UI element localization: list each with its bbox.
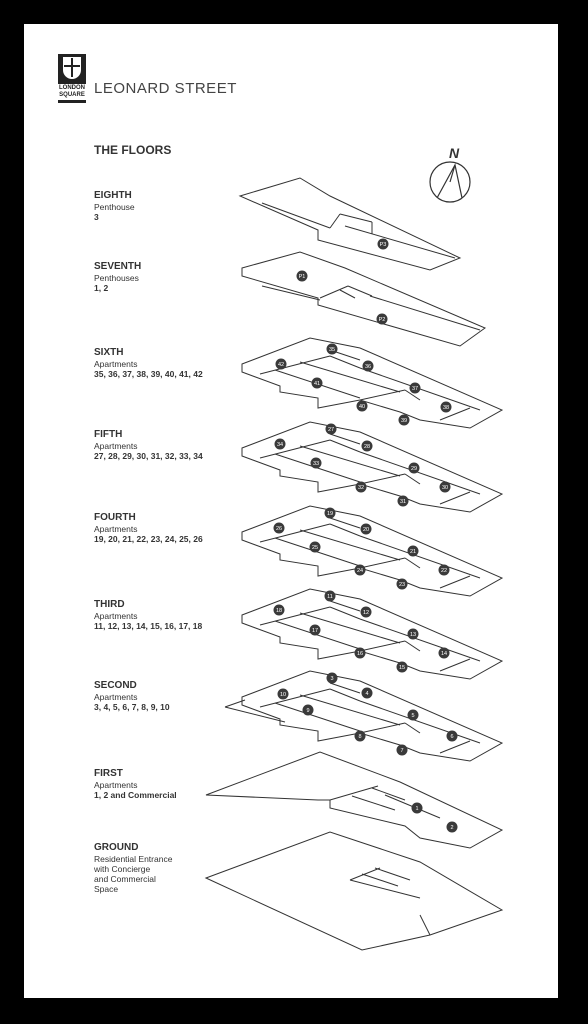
floor-units: 11, 12, 13, 14, 15, 16, 17, 18: [94, 621, 203, 631]
floor-units: 19, 20, 21, 22, 23, 24, 25, 26: [94, 534, 203, 544]
floor-name: SEVENTH: [94, 261, 142, 272]
fifth-floor-outline: [242, 422, 502, 512]
eighth-floor-wall: [330, 214, 340, 228]
unit-marker-label: 42: [277, 362, 285, 369]
unit-marker-label: 6: [450, 734, 454, 741]
unit-marker-label: P1: [298, 274, 306, 281]
unit-marker-label: 38: [442, 405, 450, 412]
unit-marker-3[interactable]: [327, 673, 338, 684]
eighth-floor-wall: [345, 226, 455, 258]
logo-text-line2: SQUARE: [59, 92, 85, 98]
unit-marker-label: 3: [330, 676, 334, 683]
unit-marker-label: 24: [356, 568, 364, 575]
floor-name: GROUND: [94, 842, 139, 853]
fifth-floor-wall: [330, 440, 360, 452]
floor-type: Apartments: [94, 780, 138, 790]
unit-marker-label: P3: [379, 242, 387, 249]
unit-marker-label: 20: [362, 527, 370, 534]
unit-marker-label: 33: [312, 461, 320, 468]
unit-marker-label: 11: [327, 594, 333, 601]
unit-marker-4[interactable]: [362, 688, 373, 699]
sixth-floor-outline: [242, 338, 502, 428]
unit-marker-34[interactable]: [275, 439, 286, 450]
unit-marker-31[interactable]: [398, 496, 409, 507]
unit-marker-18[interactable]: [274, 605, 285, 616]
unit-marker-label: 7: [400, 748, 404, 755]
unit-marker-label: 2: [450, 825, 454, 832]
eighth-floor-wall: [262, 203, 330, 228]
floor-name: FIRST: [94, 768, 123, 779]
floor-type-line2: with Concierge: [94, 864, 151, 874]
unit-marker-label: 25: [311, 545, 319, 552]
unit-marker-label: 16: [356, 651, 364, 658]
unit-marker-label: 1: [415, 806, 419, 813]
floor-units: 1, 2: [94, 283, 109, 293]
floor-units: 27, 28, 29, 30, 31, 32, 33, 34: [94, 451, 203, 461]
unit-marker-25[interactable]: [310, 542, 321, 553]
floor-type: Apartments: [94, 441, 138, 451]
sixth-floor-wall: [360, 390, 405, 400]
floor-type: Penthouse: [94, 202, 135, 212]
unit-marker-label: 35: [328, 347, 336, 354]
logo-text-line1: LONDON: [59, 85, 85, 91]
second-floor-wall: [330, 683, 360, 693]
north-compass-icon: [430, 145, 470, 202]
second-floor-wall: [360, 723, 405, 733]
unit-marker-label: P2: [378, 317, 386, 324]
eighth-floor-outline: [240, 178, 460, 270]
ground-floor-outline: [206, 832, 502, 950]
unit-marker-10[interactable]: [278, 689, 289, 700]
third-floor-wall: [360, 641, 405, 651]
unit-marker-label: 34: [276, 442, 284, 449]
unit-marker-8[interactable]: [355, 731, 366, 742]
unit-marker-label: 23: [398, 582, 406, 589]
first-floor-wall: [352, 796, 395, 810]
unit-marker-19[interactable]: [325, 508, 336, 519]
unit-marker-13[interactable]: [408, 629, 419, 640]
unit-marker-38[interactable]: [441, 402, 452, 413]
floor-name: FIFTH: [94, 429, 123, 440]
unit-marker-27[interactable]: [326, 424, 337, 435]
unit-marker-6[interactable]: [447, 731, 458, 742]
unit-marker-label: 30: [441, 485, 449, 492]
floor-type-line4: Space: [94, 884, 119, 894]
unit-marker-label: 9: [306, 708, 310, 715]
unit-marker-32[interactable]: [356, 482, 367, 493]
floor-type: Apartments: [94, 611, 138, 621]
floor-name: SIXTH: [94, 347, 124, 358]
floor-type: Residential Entrance: [94, 854, 173, 864]
unit-marker-24[interactable]: [355, 565, 366, 576]
unit-marker-label: 19: [326, 511, 334, 518]
floor-units: 3: [94, 212, 99, 222]
third-floor-outline: [242, 589, 502, 679]
unit-marker-label: 17: [311, 628, 319, 635]
unit-marker-1[interactable]: [412, 803, 423, 814]
unit-marker-label: 15: [398, 665, 406, 672]
floor-type: Apartments: [94, 359, 138, 369]
second-floor-wall: [440, 741, 470, 753]
unit-marker-label: 40: [358, 404, 366, 411]
unit-marker-23[interactable]: [397, 579, 408, 590]
unit-marker-12[interactable]: [361, 607, 372, 618]
unit-marker-9[interactable]: [303, 705, 314, 716]
unit-marker-label: 26: [275, 526, 283, 533]
second-floor-wall: [225, 707, 285, 722]
third-floor-wall: [330, 601, 360, 611]
fifth-floor-wall: [330, 434, 360, 444]
second-floor-wall: [260, 689, 330, 707]
unit-marker-2[interactable]: [447, 822, 458, 833]
first-floor-outline: [206, 752, 502, 848]
unit-marker-label: 8: [358, 734, 362, 741]
unit-marker-26[interactable]: [274, 523, 285, 534]
second-floor-outline: [242, 671, 502, 761]
unit-marker-21[interactable]: [408, 546, 419, 557]
unit-marker-label: 5: [411, 713, 415, 720]
floor-units: 1, 2 and Commercial: [94, 790, 177, 800]
unit-marker-11[interactable]: [325, 591, 336, 602]
floor-name: SECOND: [94, 680, 137, 691]
unit-marker-label: 4: [365, 691, 369, 698]
unit-marker-5[interactable]: [408, 710, 419, 721]
fifth-floor-wall: [440, 492, 470, 504]
fourth-floor-wall: [360, 558, 405, 568]
seventh-floor-outline: [242, 252, 485, 346]
unit-marker-20[interactable]: [361, 524, 372, 535]
floor-type: Apartments: [94, 524, 138, 534]
first-floor-wall: [330, 786, 378, 800]
unit-marker-28[interactable]: [362, 441, 373, 452]
unit-marker-35[interactable]: [327, 344, 338, 355]
ground-floor-wall: [420, 915, 430, 935]
unit-marker-label: 21: [409, 549, 417, 556]
unit-marker-22[interactable]: [439, 565, 450, 576]
fifth-floor-wall: [360, 474, 405, 484]
unit-marker-36[interactable]: [363, 361, 374, 372]
floor-name: FOURTH: [94, 512, 136, 523]
floor-type: Apartments: [94, 692, 138, 702]
fourth-floor-wall: [260, 524, 330, 542]
unit-marker-label: 27: [327, 427, 335, 434]
unit-marker-label: 31: [399, 499, 407, 506]
page-title: LEONARD STREET: [94, 80, 237, 97]
unit-marker-P2[interactable]: [377, 314, 388, 325]
unit-marker-label: 39: [400, 418, 408, 425]
unit-marker-14[interactable]: [439, 648, 450, 659]
unit-marker-label: 14: [440, 651, 448, 658]
compass-north-label: N: [449, 145, 460, 161]
second-floor-wall: [330, 689, 360, 701]
unit-marker-label: 10: [279, 692, 287, 699]
third-floor-wall: [260, 607, 330, 625]
unit-marker-16[interactable]: [355, 648, 366, 659]
unit-marker-17[interactable]: [310, 625, 321, 636]
seventh-floor-wall: [348, 286, 372, 296]
floor-units: 3, 4, 5, 6, 7, 8, 9, 10: [94, 702, 170, 712]
fifth-floor-wall: [260, 440, 330, 458]
fourth-floor-wall: [440, 576, 470, 588]
unit-marker-label: 13: [409, 632, 417, 639]
unit-marker-7[interactable]: [397, 745, 408, 756]
unit-marker-30[interactable]: [440, 482, 451, 493]
fourth-floor-outline: [242, 506, 502, 596]
sixth-floor-wall: [330, 356, 360, 368]
first-floor-wall: [372, 788, 405, 800]
ground-floor-wall: [350, 880, 420, 898]
second-floor-wall: [405, 723, 420, 733]
unit-marker-40[interactable]: [357, 401, 368, 412]
sixth-floor-wall: [260, 356, 330, 374]
seventh-floor-wall: [262, 286, 320, 300]
unit-marker-label: 29: [410, 466, 418, 473]
third-floor-wall: [330, 607, 360, 619]
third-floor-wall: [440, 659, 470, 671]
unit-marker-37[interactable]: [410, 383, 421, 394]
unit-marker-15[interactable]: [397, 662, 408, 673]
fourth-floor-wall: [330, 518, 360, 528]
section-title: THE FLOORS: [94, 143, 172, 157]
unit-marker-label: 36: [364, 364, 372, 371]
unit-marker-label: 28: [363, 444, 371, 451]
unit-marker-label: 32: [357, 485, 365, 492]
eighth-floor-wall: [340, 214, 372, 222]
unit-marker-29[interactable]: [409, 463, 420, 474]
floor-name: EIGHTH: [94, 190, 132, 201]
unit-marker-label: 12: [362, 610, 370, 617]
fourth-floor-wall: [330, 524, 360, 536]
unit-marker-33[interactable]: [311, 458, 322, 469]
fourth-floor-wall: [405, 558, 420, 568]
unit-marker-label: 22: [440, 568, 448, 575]
floor-type: Penthouses: [94, 273, 139, 283]
unit-marker-P3[interactable]: [378, 239, 389, 250]
floor-units: 35, 36, 37, 38, 39, 40, 41, 42: [94, 369, 203, 379]
fifth-floor-wall: [405, 474, 420, 484]
floor-type-line3: and Commercial: [94, 874, 156, 884]
unit-marker-39[interactable]: [399, 415, 410, 426]
unit-marker-41[interactable]: [312, 378, 323, 389]
unit-marker-label: 37: [411, 386, 419, 393]
unit-marker-42[interactable]: [276, 359, 287, 370]
floor-name: THIRD: [94, 599, 125, 610]
unit-marker-label: 41: [313, 381, 321, 388]
second-floor-wall: [275, 703, 360, 731]
ground-floor-wall: [375, 868, 410, 880]
unit-marker-P1[interactable]: [297, 271, 308, 282]
third-floor-wall: [405, 641, 420, 651]
seventh-floor-wall: [340, 290, 355, 298]
unit-marker-label: 18: [275, 608, 283, 615]
